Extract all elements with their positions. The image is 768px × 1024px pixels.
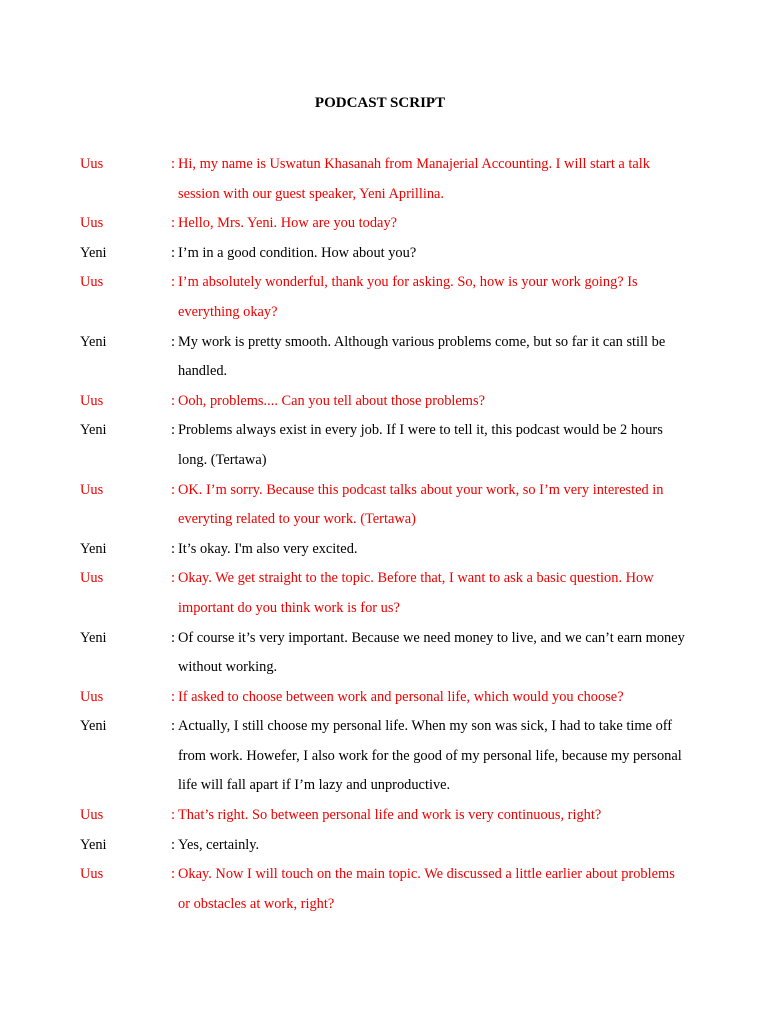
speaker-colon: : [171, 422, 175, 439]
speaker-name: Uus [80, 215, 104, 232]
speaker-colon: : [171, 333, 175, 350]
dialogue-text: Ooh, problems.... Can you tell about those problems? [178, 392, 485, 409]
dialogue-turn [80, 328, 685, 387]
speaker-colon: : [171, 481, 175, 498]
speaker-colon: : [171, 392, 175, 409]
speaker-colon: : [171, 274, 175, 291]
dialogue-turn [80, 831, 685, 861]
speaker-colon: : [171, 244, 175, 261]
speaker-colon: : [171, 807, 175, 824]
dialogue-text: Okay. Now I will touch on the main topic. We discussed a little earlier about problems or obstacles at work, right? [178, 866, 675, 912]
dialogue-text: Hello, Mrs. Yeni. How are you today? [178, 215, 398, 232]
dialogue-text: It’s okay. I'm also very excited. [178, 540, 358, 557]
dialogue-text: Yes, certainly. [178, 836, 260, 853]
dialogue-text: Problems always exist in every job. If I were to tell it, this podcast would be 2 hours long. (Tertawa) [178, 422, 663, 468]
speaker-colon: : [171, 629, 175, 646]
dialogue-list [80, 150, 685, 919]
speaker-colon: : [171, 540, 175, 557]
dialogue-text: That’s right. So between personal life and work is very continuous, right? [178, 807, 602, 824]
speaker-colon: : [171, 866, 175, 883]
dialogue-turn [80, 683, 685, 713]
speaker-name: Uus [80, 688, 104, 705]
dialogue-text: I’m in a good condition. How about you? [178, 244, 417, 261]
dialogue-text: Okay. We get straight to the topic. Before that, I want to ask a basic question. How important do you think work is for us? [178, 570, 654, 616]
speaker-name: Uus [80, 481, 104, 498]
dialogue-text: Of course it’s very important. Because we need money to live, and we can’t earn money without working. [178, 629, 685, 676]
speaker-name: Yeni [80, 629, 107, 646]
speaker-name: Yeni [80, 718, 107, 735]
dialogue-text: Hi, my name is Uswatun Khasanah from Manajerial Accounting. I will start a talk session with our guest speaker, Yeni Aprillina. [178, 156, 650, 202]
speaker-colon: : [171, 688, 175, 705]
dialogue-text: If asked to choose between work and personal life, which would you choose? [178, 688, 624, 705]
dialogue-turn [80, 860, 685, 919]
speaker-name: Uus [80, 392, 104, 409]
speaker-name: Uus [80, 274, 104, 291]
dialogue-turn [80, 476, 685, 535]
dialogue-text: I’m absolutely wonderful, thank you for asking. So, how is your work going? Is everything okay? [178, 274, 638, 320]
dialogue-turn [80, 268, 685, 327]
speaker-name: Uus [80, 156, 104, 172]
speaker-colon: : [171, 570, 175, 587]
speaker-name: Yeni [80, 244, 107, 261]
speaker-name: Uus [80, 570, 104, 587]
dialogue-turn [80, 624, 685, 683]
dialogue-text: My work is pretty smooth. Although various problems come, but so far it can still be handled. [178, 333, 666, 380]
dialogue-turn [80, 150, 685, 209]
dialogue-turn [80, 564, 685, 623]
speaker-colon: : [171, 215, 175, 232]
speaker-colon: : [171, 836, 175, 853]
speaker-name: Yeni [80, 540, 107, 557]
dialogue-turn [80, 209, 685, 239]
dialogue-turn [80, 712, 685, 801]
speaker-name: Yeni [80, 422, 107, 439]
dialogue-text: Actually, I still choose my personal life. When my son was sick, I had to take time off from work. Howefer, I also work for the good of my personal life, because my personal life will fall apart if I’m lazy and unproductive. [178, 718, 682, 794]
speaker-name: Yeni [80, 836, 107, 853]
speaker-colon: : [171, 718, 175, 735]
speaker-name: Uus [80, 807, 104, 824]
speaker-name: Yeni [80, 333, 107, 350]
dialogue-text: OK. I’m sorry. Because this podcast talks about your work, so I’m very interested in everyting related to your work. (Tertawa) [178, 481, 664, 528]
dialogue-turn [80, 801, 685, 831]
dialogue-turn [80, 239, 685, 269]
dialogue-turn [80, 387, 685, 417]
page-title: PODCAST SCRIPT [314, 95, 446, 111]
speaker-name: Uus [80, 866, 104, 883]
dialogue-turn [80, 535, 685, 565]
dialogue-turn [80, 416, 685, 475]
speaker-colon: : [171, 156, 175, 172]
